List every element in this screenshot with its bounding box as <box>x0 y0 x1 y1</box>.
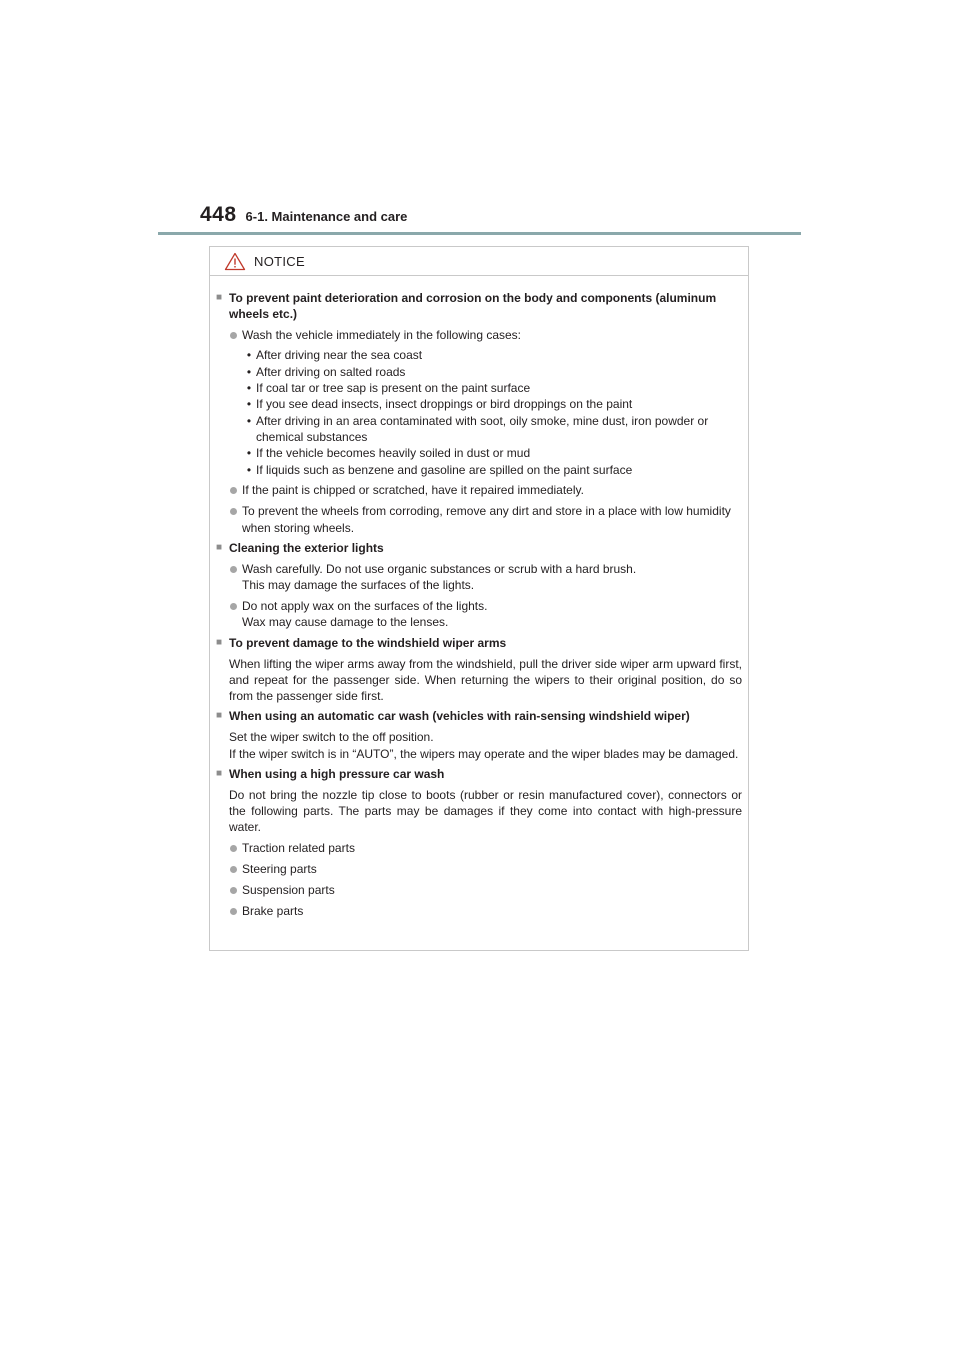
notice-body <box>210 290 748 919</box>
sub-list-item: • If you see dead insects, insect droppings or bird droppings on the paint <box>246 397 633 412</box>
square-bullet-icon: ■ <box>216 636 223 648</box>
list-item: Wash the vehicle immediately in the following cases: <box>229 327 742 343</box>
list-item: Traction related parts <box>229 840 742 856</box>
header-rule <box>158 232 801 235</box>
sub-list-item: • If the vehicle becomes heavily soiled in dust or mud <box>246 446 531 461</box>
square-bullet-icon: ■ <box>216 710 223 722</box>
list-item: If the paint is chipped or scratched, have it repaired immediately. <box>229 482 742 498</box>
circle-bullet-icon <box>229 327 242 343</box>
section-heading: ■ When using a high pressure car wash <box>216 766 445 781</box>
sub-list-item: • After driving on salted roads <box>246 364 406 379</box>
list-item: Do not apply wax on the surfaces of the lights. Wax may cause damage to the lenses. <box>229 598 742 631</box>
section-title: 6-1. Maintenance and care <box>245 209 408 224</box>
square-bullet-icon: ■ <box>216 541 223 553</box>
paragraph: Set the wiper switch to the off position. If the wiper switch is in “AUTO”, the wipers may operate and the wiper blades may be damaged. <box>229 730 739 761</box>
page-number: 448 <box>200 203 237 226</box>
section-heading: ■ To prevent paint deterioration and corrosion on the body and components (aluminum wheels etc.) <box>216 291 717 322</box>
paragraph: Do not bring the nozzle tip close to boots (rubber or resin manufactured cover), connectors or the following parts. The parts may be damages if they come into contact with high-pressure water. <box>229 787 742 835</box>
notice-label: NOTICE <box>254 253 305 269</box>
square-bullet-icon: ■ <box>216 292 223 303</box>
list-item: Suspension parts <box>229 882 742 898</box>
square-bullet-icon: ■ <box>216 767 223 779</box>
paragraph: When lifting the wiper arms away from the windshield, pull the driver side wiper arm upward first, and repeat for the passenger side. When returning the wipers to their original position, do so from the passenger side first. <box>229 656 742 704</box>
sub-list-item: • After driving near the sea coast <box>246 348 423 363</box>
circle-bullet-icon <box>229 882 242 898</box>
circle-bullet-icon <box>229 598 242 631</box>
notice-box <box>209 246 749 951</box>
warning-triangle-icon <box>224 252 246 271</box>
sub-list-item: • After driving in an area contaminated with soot, oily smoke, mine dust, iron powder or chemical substances <box>246 413 709 444</box>
section-heading: ■ To prevent damage to the windshield wiper arms <box>216 635 507 650</box>
notice-header <box>210 247 748 276</box>
list-item: Brake parts <box>229 903 742 919</box>
sub-list-item: • If coal tar or tree sap is present on the paint surface <box>246 381 531 396</box>
list-item: To prevent the wheels from corroding, remove any dirt and store in a place with low humidity when storing wheels. <box>229 503 742 536</box>
circle-bullet-icon <box>229 861 242 877</box>
circle-bullet-icon <box>229 840 242 856</box>
list-item: Steering parts <box>229 861 742 877</box>
circle-bullet-icon <box>229 561 242 594</box>
sub-list-item: • If liquids such as benzene and gasoline are spilled on the paint surface <box>246 462 633 477</box>
section-heading: ■ When using an automatic car wash (vehicles with rain-sensing windshield wiper) <box>216 709 690 724</box>
page-header <box>200 203 407 229</box>
list-item: Wash carefully. Do not use organic substances or scrub with a hard brush. This may damage the surfaces of the lights. <box>229 561 742 594</box>
circle-bullet-icon <box>229 503 242 536</box>
circle-bullet-icon <box>229 482 242 498</box>
circle-bullet-icon <box>229 903 242 919</box>
section-heading: ■ Cleaning the exterior lights <box>216 540 384 555</box>
